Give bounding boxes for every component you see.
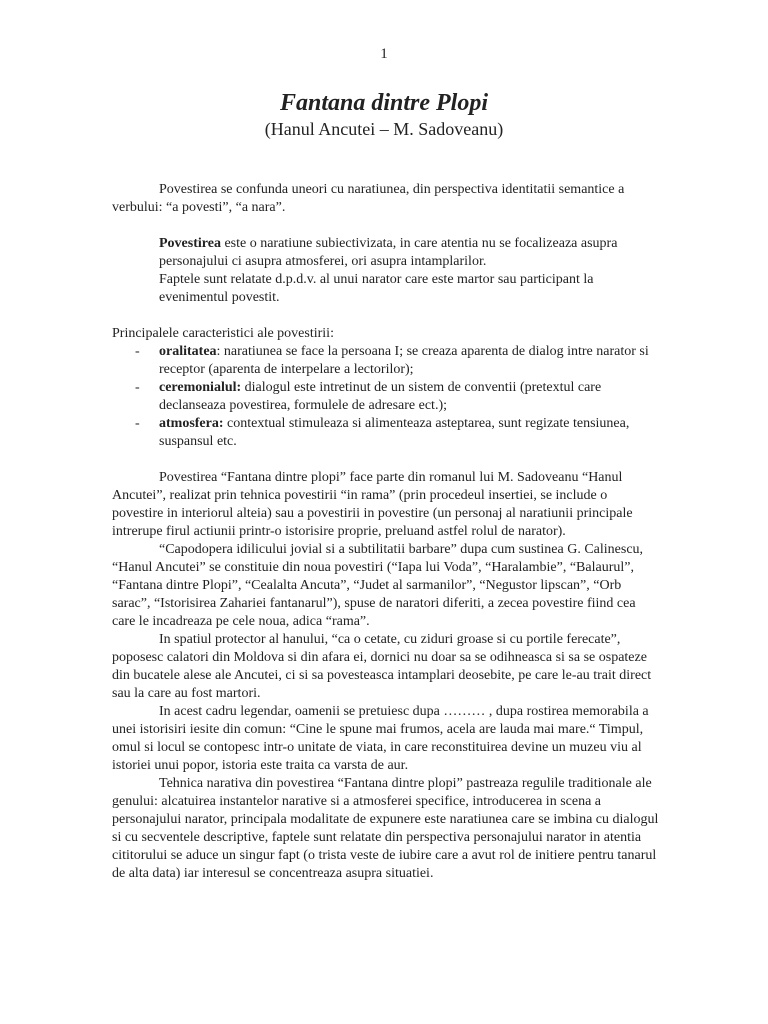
body-paragraph: Tehnica narativa din povestirea “Fantana dintre plopi” pastreaza regulile traditionale ale genului: alcatuirea instantelor narative si a atmosferei specifice, introducerea in scena a personajului narator, principala modalitate de expunere este naratiunea care se imbina cu dialogul si cu secventele descriptive, faptele sunt relatate din perspectiva personajului narator in atentia cititorului se aduce un singur fapt (o trista veste de iubire care a avut rol de initiere pentru tanarul de alta data) iar interesul se concentreaza asupra situatiei. — [112, 776, 659, 881]
list-dash: - — [135, 380, 140, 395]
body-paragraph: Povestirea “Fantana dintre plopi” face parte din romanul lui M. Sadoveanu “Hanul Ancutei”, realizat prin tehnica povestirii “in rama” (prin procedeul insertiei, se include o povestire in interiorul alteia) sau a povestirii in povestire (un personaj al naratiunii principale intrerupe firul actiunii printr-o istorisire proprie, preluand astfel rolul de narator). — [112, 470, 633, 539]
feature-term: ceremonialul: — [159, 380, 242, 395]
features-list — [112, 343, 660, 451]
spacer — [112, 451, 660, 469]
list-dash: - — [135, 344, 140, 359]
body-paragraph: “Capodopera idilicului jovial si a subtilitatii barbare” dupa cum sustinea G. Calinescu, “Hanul Ancutei” se constituie din noua povestiri (“Iapa lui Voda”, “Haralambie”, “Balaurul”, “Fantana dintre Plopi”, “Cealalta Ancuta”, “Judet al sarmanilor”, “Negustor lipscan”, “Orb sarac”, “Istorisirea Zahariei fantanarul”), spuse de naratori diferiti, a zecea povestire fiind cea care le incadreaza pe cele noua, adica “rama”. — [112, 542, 644, 629]
definition-term: Povestirea — [159, 236, 221, 251]
list-item — [112, 343, 660, 379]
spacer — [112, 307, 660, 325]
definition-paragraph — [159, 235, 660, 271]
list-item — [112, 379, 660, 415]
feature-term: atmosfera: — [159, 416, 224, 431]
list-dash: - — [135, 416, 140, 431]
intro-paragraph: Povestirea se confunda uneori cu naratiunea, din perspectiva identitatii semantice a verbului: “a povesti”, “a nara”. — [112, 182, 625, 215]
feature-term: oralitatea — [159, 344, 217, 359]
page-number: 1 — [380, 46, 388, 62]
page-title: Fantana dintre Plopi — [279, 90, 489, 116]
spacer — [112, 217, 660, 235]
features-heading: Principalele caracteristici ale povestirii: — [112, 326, 334, 341]
feature-text: dialogul este intretinut de un sistem de conventii (pretextul care declanseaza povestirea, formulele de adresare ect.); — [159, 380, 602, 413]
list-item — [112, 415, 660, 451]
document-body — [112, 181, 660, 883]
definition-line2: Faptele sunt relatate d.p.d.v. al unui narator care este martor sau participant la evenimentul povestit. — [159, 272, 594, 305]
definition-text: este o naratiune subiectivizata, in care atentia nu se focalizeaza asupra personajului ci asupra atmosferei, ori asupra intamplarilor. — [159, 236, 618, 269]
body-paragraph: In spatiul protector al hanului, “ca o cetate, cu ziduri groase si cu portile ferecate”, poposesc calatori din Moldova si din afara ei, dornici nu doar sa se odihneasca si sa se ospateze din bucatele alese ale Ancutei, ci si sa povesteasca intamplari deosebite, pe care le-au trait direct sau la care au fost martori. — [112, 632, 652, 701]
feature-text: contextual stimuleaza si alimenteaza asteptarea, sunt regizate tensiunea, suspansul etc. — [159, 416, 630, 449]
page-subtitle: (Hanul Ancutei – M. Sadoveanu) — [264, 119, 504, 139]
feature-text: : naratiunea se face la persoana I; se creaza aparenta de dialog intre narator si receptor (aparenta de interpelare a lectorilor); — [159, 344, 649, 377]
body-paragraph: In acest cadru legendar, oamenii se pretuiesc dupa ……… , dupa rostirea memorabila a unei istorisiri iesite din comun: “Cine le spune mai frumos, acela are lauda mai mare.“ Timpul, omul si locul se contopesc intr-o unitate de viata, in care reconstituirea devine un muzeu viu al istoriei unui popor, istoria este traita ca varsta de aur. — [112, 704, 649, 773]
